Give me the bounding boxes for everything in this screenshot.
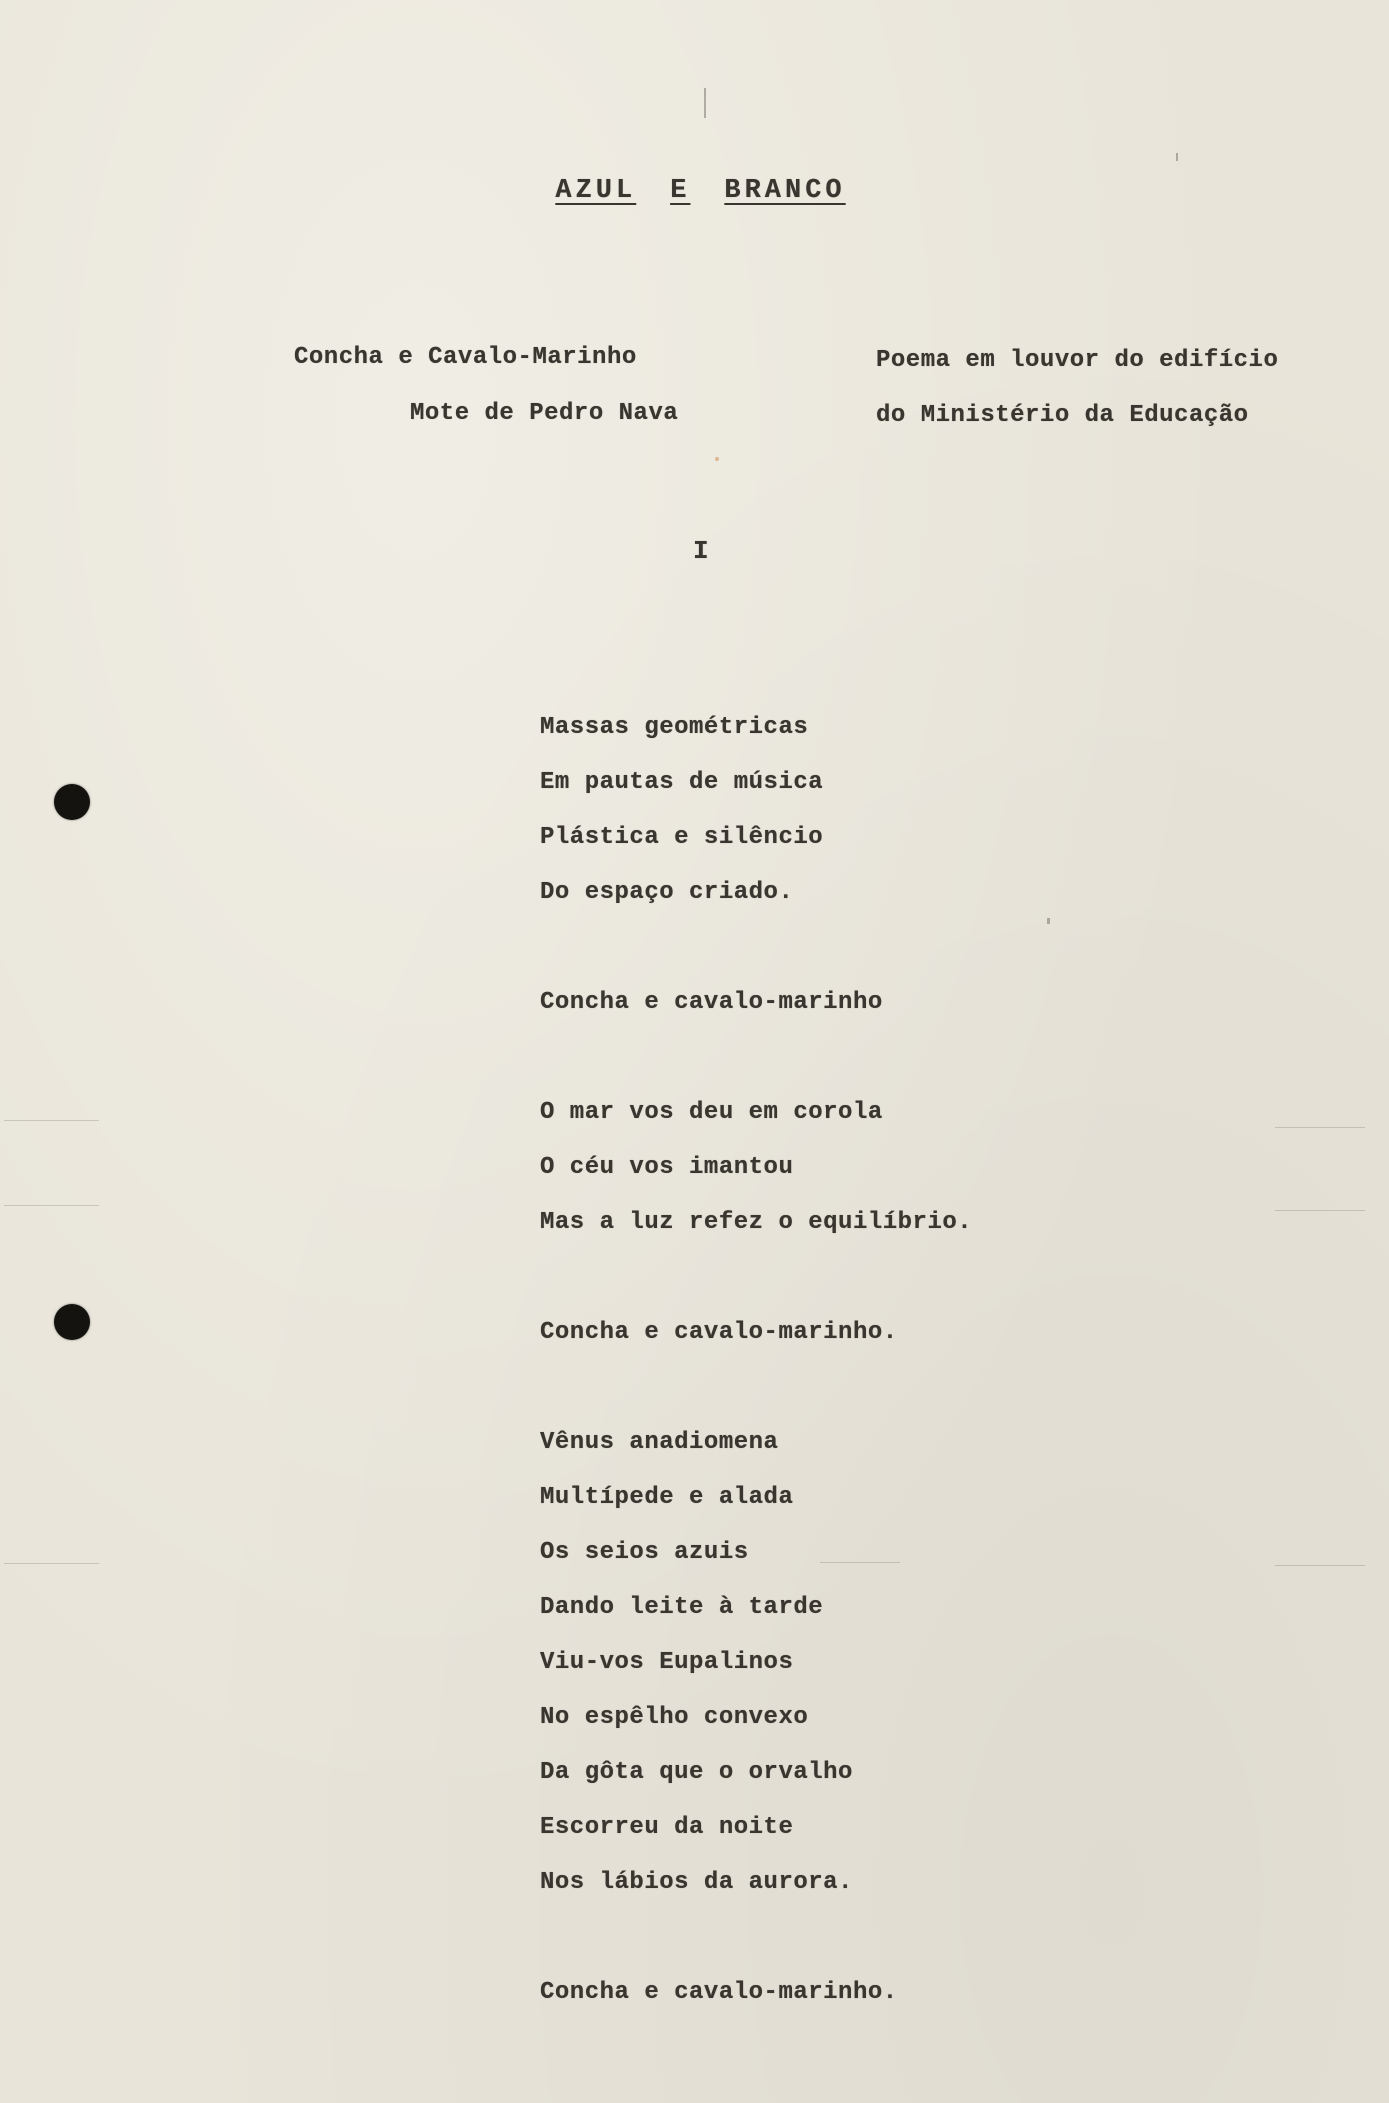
paper-speck [1176,153,1178,161]
header-right-line1: Poema em louvor do edifício [876,347,1279,374]
stanza [540,700,1240,920]
poem-line: No espêlho convexo [540,1704,809,1731]
poem-line: Dando leite à tarde [540,1594,824,1621]
document-title [0,176,1389,206]
header-left-line2: Mote de Pedro Nava [410,400,679,427]
stanza [540,1415,1240,1910]
poem-line: Viu-vos Eupalinos [540,1649,794,1676]
header-left-line1: Concha e Cavalo-Marinho [294,344,637,371]
poem-line: Mas a luz refez o equilíbrio. [540,1209,973,1236]
poem-line: O mar vos deu em corola [540,1099,883,1126]
poem-line: Concha e cavalo-marinho. [540,1979,898,2006]
poem-line: Massas geométricas [540,714,809,741]
poem-line: Concha e cavalo-marinho [540,989,883,1016]
refrain [540,975,1240,1030]
poem-line: Em pautas de música [540,769,824,796]
poem-line: Os seios azuis [540,1539,749,1566]
binder-hole-bottom [54,1304,90,1340]
poem-line: Da gôta que o orvalho [540,1759,853,1786]
paper-speck [715,457,719,461]
stanza [540,1085,1240,1250]
refrain [540,1965,1240,2020]
edge-mark [4,1120,99,1121]
poem-line: Nos lábios da aurora. [540,1869,853,1896]
poem-line: Concha e cavalo-marinho. [540,1319,898,1346]
edge-mark [1275,1210,1365,1211]
paper-speck [704,88,706,118]
edge-mark [1275,1127,1365,1128]
poem-line: Plástica e silêncio [540,824,824,851]
refrain [540,1305,1240,1360]
edge-mark [4,1205,99,1206]
edge-mark [4,1563,99,1564]
title-word-azul: AZUL [555,176,637,206]
poem-line: Do espaço criado. [540,879,794,906]
edge-mark [1275,1565,1365,1566]
title-word-branco: BRANCO [724,176,846,206]
binder-hole-top [54,784,90,820]
poem-line: Vênus anadiomena [540,1429,779,1456]
poem-body [540,700,1240,2075]
section-number: I [693,536,710,566]
poem-line: O céu vos imantou [540,1154,794,1181]
poem-line: Escorreu da noite [540,1814,794,1841]
header-right-line2: do Ministério da Educação [876,402,1249,429]
title-word-e: E [670,176,691,206]
poem-line: Multípede e alada [540,1484,794,1511]
